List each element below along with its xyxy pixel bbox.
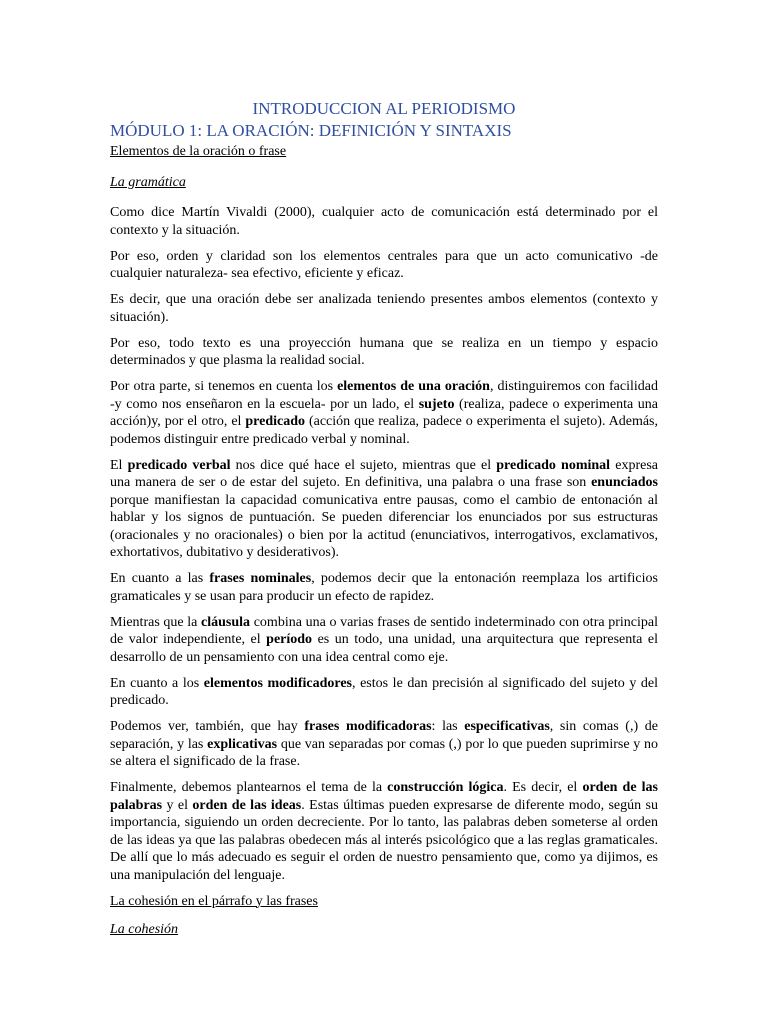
paragraph-6	[110, 457, 658, 562]
bold-term: predicado	[245, 414, 306, 429]
text-run: Por otra parte, si tenemos en cuenta los	[110, 379, 338, 394]
bold-term: predicado nominal	[496, 457, 611, 473]
paragraph-7	[110, 570, 658, 605]
paragraph-11	[110, 779, 658, 884]
paragraph-4: Por eso, todo texto es una proyección humana que se realiza en un tiempo y espacio determinados y que plasma la realidad social.	[110, 335, 658, 368]
bold-term: frases modificadoras	[304, 719, 432, 734]
bold-term: cláusula	[201, 614, 251, 630]
text-run: . Estas últimas pueden expresarse de diferente modo, según su importancia, siguiendo un orden decreciente. Por lo tanto, las palabras deben someterse al orden de las ideas ya que las palabras obedecen más al interés psicológico que a las reglas gramaticales. De allí que lo más adecuado es seguir el orden de nuestro pensamiento que, como ya dijimos, es una manipulación del lenguaje.	[110, 797, 658, 883]
text-run: . Es decir, el	[503, 780, 583, 795]
text-run: , distinguiremos con facilidad -y como nos enseñaron en la escuela- por un lado, el	[110, 379, 658, 412]
bold-term: construcción lógica	[387, 780, 504, 795]
bold-term: período	[266, 632, 313, 647]
text-run: Finalmente, debemos plantearnos el tema de la	[110, 780, 388, 795]
bold-term: enunciados	[591, 475, 658, 490]
module-subtitle: MÓDULO 1: LA ORACIÓN: DEFINICIÓN Y SINTAXIS	[110, 121, 512, 140]
text-run: En cuanto a los	[110, 675, 204, 691]
text-run: (acción que realiza, padece o experimenta el sujeto). Además, podemos distinguir entre predicado verbal y nominal.	[110, 414, 658, 447]
paragraph-5	[110, 378, 658, 448]
section-heading-elements: Elementos de la oración o frase	[110, 144, 287, 159]
subheading-cohesion: La cohesión	[110, 921, 179, 937]
text-run: expresa una manera de ser o de estar del sujeto. En definitiva, una palabra o una frase son	[110, 457, 658, 490]
text-run: En cuanto a las	[110, 571, 210, 586]
text-run: porque manifiestan la capacidad comunicativa entre pausas, como el cambio de entonación al hablar y los signos de puntuación. Se pueden diferenciar los enunciados por sus estructuras (oracionales y no oracionales) o bien por la actitud (enunciativos, interrogativos, exclamativos, exhortativos, dubitativo y desiderativos).	[110, 492, 658, 560]
text-run: Mientras que la	[110, 614, 202, 630]
paragraph-2: Por eso, orden y claridad son los elementos centrales para que un acto comunicativo -de cualquier naturaleza- sea efectivo, eficiente y eficaz.	[110, 248, 658, 281]
paragraph-3: Es decir, que una oración debe ser analizada teniendo presentes ambos elementos (contexto y situación).	[110, 292, 658, 325]
paragraph-1: Como dice Martín Vivaldi (2000), cualquier acto de comunicación está determinado por el contexto y la situación.	[110, 205, 658, 238]
section-heading-cohesion-paragraph: La cohesión en el párrafo y las frases	[110, 893, 318, 909]
text-run: (realiza, padece o experimenta una acción)y, por el otro, el	[110, 396, 658, 429]
bold-term: elementos de una oración	[337, 379, 490, 394]
bold-term: predicado verbal	[127, 457, 231, 473]
text-run: , estos le dan precisión al significado del sujeto y del predicado.	[110, 675, 659, 708]
text-run: , podemos decir que la entonación reemplaza los artificios gramaticales y se usan para producir un efecto de rapidez.	[110, 571, 658, 604]
document-title: INTRODUCCION AL PERIODISMO	[252, 99, 516, 118]
bold-term: sujeto	[418, 396, 455, 412]
paragraph-10	[110, 718, 658, 771]
document-page	[110, 98, 658, 950]
bold-term: especificativas	[464, 719, 550, 734]
bold-term: elementos modificadores	[203, 675, 352, 691]
paragraph-9	[110, 675, 658, 710]
text-run: combina una o varias frases de sentido indeterminado con otra principal de valor independiente, el	[110, 614, 658, 647]
bold-term: orden de las ideas	[192, 797, 302, 813]
bold-term: orden de las palabras	[110, 780, 658, 813]
bold-term: frases nominales	[209, 571, 312, 586]
text-run: y el	[162, 797, 193, 813]
text-run: que van separadas por comas (,) por lo que pueden suprimirse y no se altera el significado de la frase.	[110, 736, 658, 769]
text-run: : las	[431, 719, 465, 734]
text-run: Podemos ver, también, que hay	[110, 719, 305, 734]
text-run: , sin comas (,) de separación, y las	[110, 719, 658, 752]
subheading-grammar: La gramática	[110, 175, 186, 190]
text-run: es un todo, una unidad, una arquitectura que representa el desarrollo de un pensamiento con una idea central como eje.	[110, 632, 658, 665]
text-run: El	[110, 457, 128, 473]
paragraph-8	[110, 614, 658, 667]
text-run: nos dice qué hace el sujeto, mientras que el	[230, 457, 497, 473]
bold-term: explicativas	[207, 736, 278, 752]
